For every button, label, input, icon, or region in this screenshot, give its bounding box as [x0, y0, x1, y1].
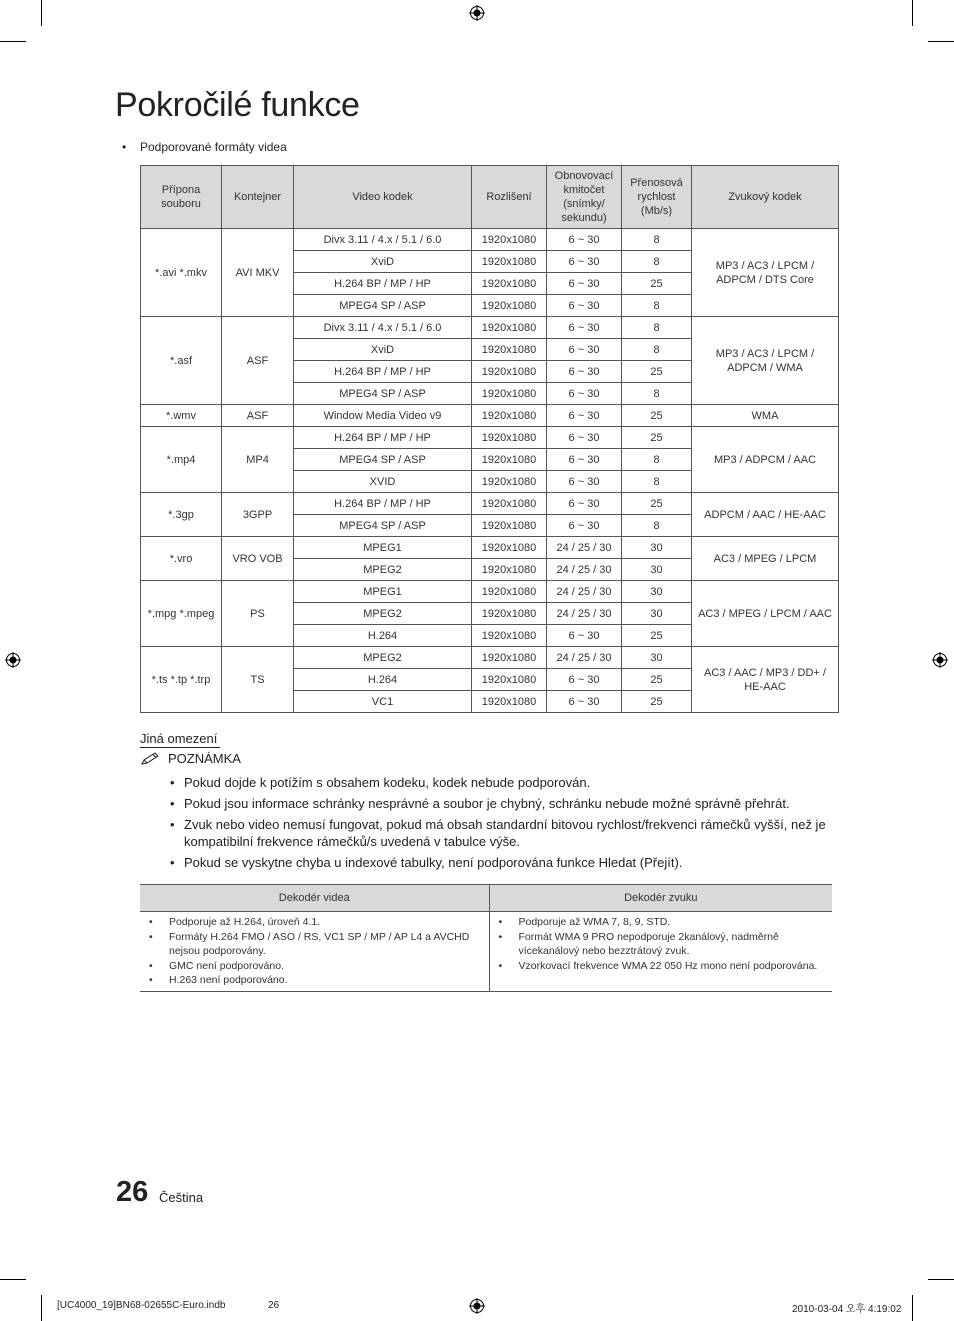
cell-bitrate: 8 — [622, 383, 692, 405]
cell-extension: *.wmv — [141, 405, 222, 427]
cell-resolution: 1920x1080 — [472, 493, 547, 515]
footer-timestamp: 2010-03-04 오후 4:19:02 — [792, 1304, 902, 1315]
cell-resolution: 1920x1080 — [472, 251, 547, 273]
cell-resolution: 1920x1080 — [472, 317, 547, 339]
decoder-table — [140, 884, 832, 992]
cell-bitrate: 8 — [622, 449, 692, 471]
cell-frame-rate: 6 ~ 30 — [547, 383, 622, 405]
cell-resolution: 1920x1080 — [472, 669, 547, 691]
cell-bitrate: 30 — [622, 559, 692, 581]
table-header-row — [141, 166, 839, 229]
cell-resolution: 1920x1080 — [472, 229, 547, 251]
table-row — [141, 537, 839, 559]
cell-video-codec: Divx 3.11 / 4.x / 5.1 / 6.0 — [294, 317, 472, 339]
note-label: POZNÁMKA — [168, 751, 241, 766]
header-frame-rate: Obnovovací kmitočet (snímky/ sekundu) — [547, 166, 622, 229]
cell-video-codec: VC1 — [294, 691, 472, 713]
cell-video-codec: H.264 BP / MP / HP — [294, 273, 472, 295]
cell-extension: *.mp4 — [141, 427, 222, 493]
cell-video-codec: MPEG4 SP / ASP — [294, 295, 472, 317]
cell-frame-rate: 24 / 25 / 30 — [547, 537, 622, 559]
header-audio-decoder: Dekodér zvuku — [489, 885, 832, 912]
table-header-row — [140, 885, 832, 912]
header-audio-codec: Zvukový kodek — [692, 166, 839, 229]
list-item: • H.263 není podporováno. — [148, 973, 485, 988]
cell-frame-rate: 24 / 25 / 30 — [547, 647, 622, 669]
cell-video-codec: H.264 — [294, 625, 472, 647]
cell-audio-codec: WMA — [692, 405, 839, 427]
list-item: • Pokud se vyskytne chyba u indexové tabulky, není podporována funkce Hledat (Přejít). — [170, 854, 840, 871]
cell-resolution: 1920x1080 — [472, 273, 547, 295]
cell-bitrate: 8 — [622, 317, 692, 339]
list-item: • Podporuje až H.264, úroveň 4.1. — [148, 915, 485, 930]
table-row — [141, 647, 839, 669]
cell-video-codec: MPEG2 — [294, 647, 472, 669]
cell-frame-rate: 6 ~ 30 — [547, 339, 622, 361]
crop-mark — [41, 1295, 42, 1321]
cell-video-codec: MPEG4 SP / ASP — [294, 449, 472, 471]
cell-resolution: 1920x1080 — [472, 339, 547, 361]
cell-resolution: 1920x1080 — [472, 691, 547, 713]
pencil-note-icon — [140, 752, 162, 766]
table-row — [141, 493, 839, 515]
table-row — [141, 229, 839, 251]
cell-frame-rate: 6 ~ 30 — [547, 427, 622, 449]
header-video-codec: Video kodek — [294, 166, 472, 229]
cell-resolution: 1920x1080 — [472, 405, 547, 427]
cell-resolution: 1920x1080 — [472, 537, 547, 559]
cell-bitrate: 8 — [622, 295, 692, 317]
cell-bitrate: 25 — [622, 427, 692, 449]
cell-bitrate: 25 — [622, 405, 692, 427]
header-extension: Přípona souboru — [141, 166, 222, 229]
cell-container: ASF — [222, 405, 294, 427]
cell-frame-rate: 24 / 25 / 30 — [547, 559, 622, 581]
list-item: • Zvuk nebo video nemusí fungovat, pokud má obsah standardní bitovou rychlost/frekvenci rámečků vyšší, než je kompatibilní frekvence rámečků/s uvedená v tabulce výše. — [170, 816, 840, 850]
cell-container: MP4 — [222, 427, 294, 493]
cell-extension: *.asf — [141, 317, 222, 405]
registration-mark-icon — [932, 652, 948, 668]
cell-bitrate: 8 — [622, 339, 692, 361]
header-bitrate: Přenosová rychlost (Mb/s) — [622, 166, 692, 229]
header-resolution: Rozlišení — [472, 166, 547, 229]
other-limits-heading: Jiná omezení — [140, 731, 218, 746]
cell-frame-rate: 6 ~ 30 — [547, 493, 622, 515]
table-row — [141, 581, 839, 603]
crop-mark — [912, 0, 913, 26]
video-decoder-cell — [140, 912, 489, 992]
cell-bitrate: 8 — [622, 515, 692, 537]
cell-resolution: 1920x1080 — [472, 427, 547, 449]
cell-resolution: 1920x1080 — [472, 383, 547, 405]
registration-mark-icon — [469, 5, 485, 21]
cell-video-codec: H.264 — [294, 669, 472, 691]
table-row — [140, 912, 832, 992]
cell-video-codec: H.264 BP / MP / HP — [294, 427, 472, 449]
heading-underline — [140, 747, 220, 748]
cell-resolution: 1920x1080 — [472, 603, 547, 625]
cell-frame-rate: 6 ~ 30 — [547, 515, 622, 537]
cell-extension: *.vro — [141, 537, 222, 581]
cell-bitrate: 8 — [622, 471, 692, 493]
cell-extension: *.mpg *.mpeg — [141, 581, 222, 647]
cell-video-codec: MPEG1 — [294, 537, 472, 559]
cell-video-codec: MPEG2 — [294, 559, 472, 581]
registration-mark-icon — [5, 652, 21, 668]
cell-audio-codec: ADPCM / AAC / HE-AAC — [692, 493, 839, 537]
list-item: • GMC není podporováno. — [148, 959, 485, 974]
crop-mark — [928, 1279, 954, 1280]
list-item: • Formát WMA 9 PRO nepodporuje 2kanálový, nadměrně vícekanálový nebo bezztrátový zvuk. — [498, 930, 829, 959]
cell-video-codec: H.264 BP / MP / HP — [294, 493, 472, 515]
cell-audio-codec: AC3 / AAC / MP3 / DD+ / HE-AAC — [692, 647, 839, 713]
cell-video-codec: XviD — [294, 251, 472, 273]
crop-mark — [928, 41, 954, 42]
note-label-row — [140, 751, 241, 766]
cell-frame-rate: 6 ~ 30 — [547, 625, 622, 647]
registration-mark-icon — [469, 1298, 485, 1314]
cell-video-codec: MPEG4 SP / ASP — [294, 383, 472, 405]
crop-mark — [0, 41, 26, 42]
cell-bitrate: 8 — [622, 229, 692, 251]
page-title: Pokročilé funkce — [115, 86, 360, 124]
header-video-decoder: Dekodér videa — [140, 885, 489, 912]
cell-extension: *.3gp — [141, 493, 222, 537]
cell-frame-rate: 6 ~ 30 — [547, 405, 622, 427]
cell-resolution: 1920x1080 — [472, 361, 547, 383]
cell-video-codec: MPEG4 SP / ASP — [294, 515, 472, 537]
list-item: • Formáty H.264 FMO / ASO / RS, VC1 SP / MP / AP L4 a AVCHD nejsou podporovány. — [148, 930, 485, 959]
cell-frame-rate: 24 / 25 / 30 — [547, 581, 622, 603]
cell-bitrate: 25 — [622, 669, 692, 691]
cell-frame-rate: 6 ~ 30 — [547, 361, 622, 383]
cell-frame-rate: 6 ~ 30 — [547, 449, 622, 471]
footer-file-page: 26 — [268, 1300, 280, 1311]
table-row — [141, 405, 839, 427]
crop-mark — [912, 1295, 913, 1321]
footer-file: [UC4000_19]BN68-02655C-Euro.indb — [57, 1300, 226, 1311]
cell-extension: *.ts *.tp *.trp — [141, 647, 222, 713]
cell-bitrate: 25 — [622, 273, 692, 295]
cell-video-codec: XVID — [294, 471, 472, 493]
cell-bitrate: 25 — [622, 493, 692, 515]
cell-frame-rate: 6 ~ 30 — [547, 471, 622, 493]
cell-audio-codec: AC3 / MPEG / LPCM — [692, 537, 839, 581]
cell-resolution: 1920x1080 — [472, 471, 547, 493]
cell-frame-rate: 6 ~ 30 — [547, 251, 622, 273]
cell-resolution: 1920x1080 — [472, 515, 547, 537]
intro-bullet-text: Podporované formáty videa — [140, 140, 287, 154]
cell-video-codec: MPEG1 — [294, 581, 472, 603]
list-item: • Pokud dojde k potížím s obsahem kodeku, kodek nebude podporován. — [170, 774, 840, 791]
note-list — [170, 774, 840, 875]
cell-video-codec: MPEG2 — [294, 603, 472, 625]
cell-frame-rate: 6 ~ 30 — [547, 691, 622, 713]
cell-bitrate: 30 — [622, 647, 692, 669]
cell-audio-codec: AC3 / MPEG / LPCM / AAC — [692, 581, 839, 647]
cell-frame-rate: 6 ~ 30 — [547, 229, 622, 251]
list-item: • Vzorkovací frekvence WMA 22 050 Hz mono není podporována. — [498, 959, 829, 974]
cell-audio-codec: MP3 / ADPCM / AAC — [692, 427, 839, 493]
cell-container: VRO VOB — [222, 537, 294, 581]
cell-bitrate: 30 — [622, 537, 692, 559]
cell-resolution: 1920x1080 — [472, 647, 547, 669]
video-format-table — [140, 165, 839, 713]
cell-resolution: 1920x1080 — [472, 625, 547, 647]
cell-container: 3GPP — [222, 493, 294, 537]
cell-container: PS — [222, 581, 294, 647]
cell-extension: *.avi *.mkv — [141, 229, 222, 317]
cell-frame-rate: 24 / 25 / 30 — [547, 603, 622, 625]
cell-video-codec: XviD — [294, 339, 472, 361]
cell-resolution: 1920x1080 — [472, 581, 547, 603]
cell-bitrate: 30 — [622, 581, 692, 603]
page-number: 26 — [116, 1176, 149, 1208]
table-row — [141, 427, 839, 449]
cell-bitrate: 30 — [622, 603, 692, 625]
page-language: Čeština — [159, 1190, 204, 1205]
list-item: • Podporuje až WMA 7, 8, 9, STD. — [498, 915, 829, 930]
cell-resolution: 1920x1080 — [472, 295, 547, 317]
audio-decoder-cell — [489, 912, 832, 992]
cell-frame-rate: 6 ~ 30 — [547, 273, 622, 295]
cell-bitrate: 25 — [622, 625, 692, 647]
cell-video-codec: H.264 BP / MP / HP — [294, 361, 472, 383]
cell-bitrate: 8 — [622, 251, 692, 273]
cell-audio-codec: MP3 / AC3 / LPCM / ADPCM / DTS Core — [692, 229, 839, 317]
header-container: Kontejner — [222, 166, 294, 229]
cell-audio-codec: MP3 / AC3 / LPCM / ADPCM / WMA — [692, 317, 839, 405]
list-item: • Pokud jsou informace schránky nesprávné a soubor je chybný, schránku nebude možné správně přehrát. — [170, 795, 840, 812]
cell-resolution: 1920x1080 — [472, 559, 547, 581]
cell-video-codec: Divx 3.11 / 4.x / 5.1 / 6.0 — [294, 229, 472, 251]
cell-frame-rate: 6 ~ 30 — [547, 669, 622, 691]
cell-container: TS — [222, 647, 294, 713]
cell-resolution: 1920x1080 — [472, 449, 547, 471]
intro-bullet: • Podporované formáty videa — [122, 140, 287, 154]
cell-container: AVI MKV — [222, 229, 294, 317]
cell-bitrate: 25 — [622, 361, 692, 383]
cell-frame-rate: 6 ~ 30 — [547, 295, 622, 317]
crop-mark — [0, 1279, 26, 1280]
cell-bitrate: 25 — [622, 691, 692, 713]
table-row — [141, 317, 839, 339]
cell-frame-rate: 6 ~ 30 — [547, 317, 622, 339]
cell-video-codec: Window Media Video v9 — [294, 405, 472, 427]
cell-container: ASF — [222, 317, 294, 405]
crop-mark — [41, 0, 42, 26]
